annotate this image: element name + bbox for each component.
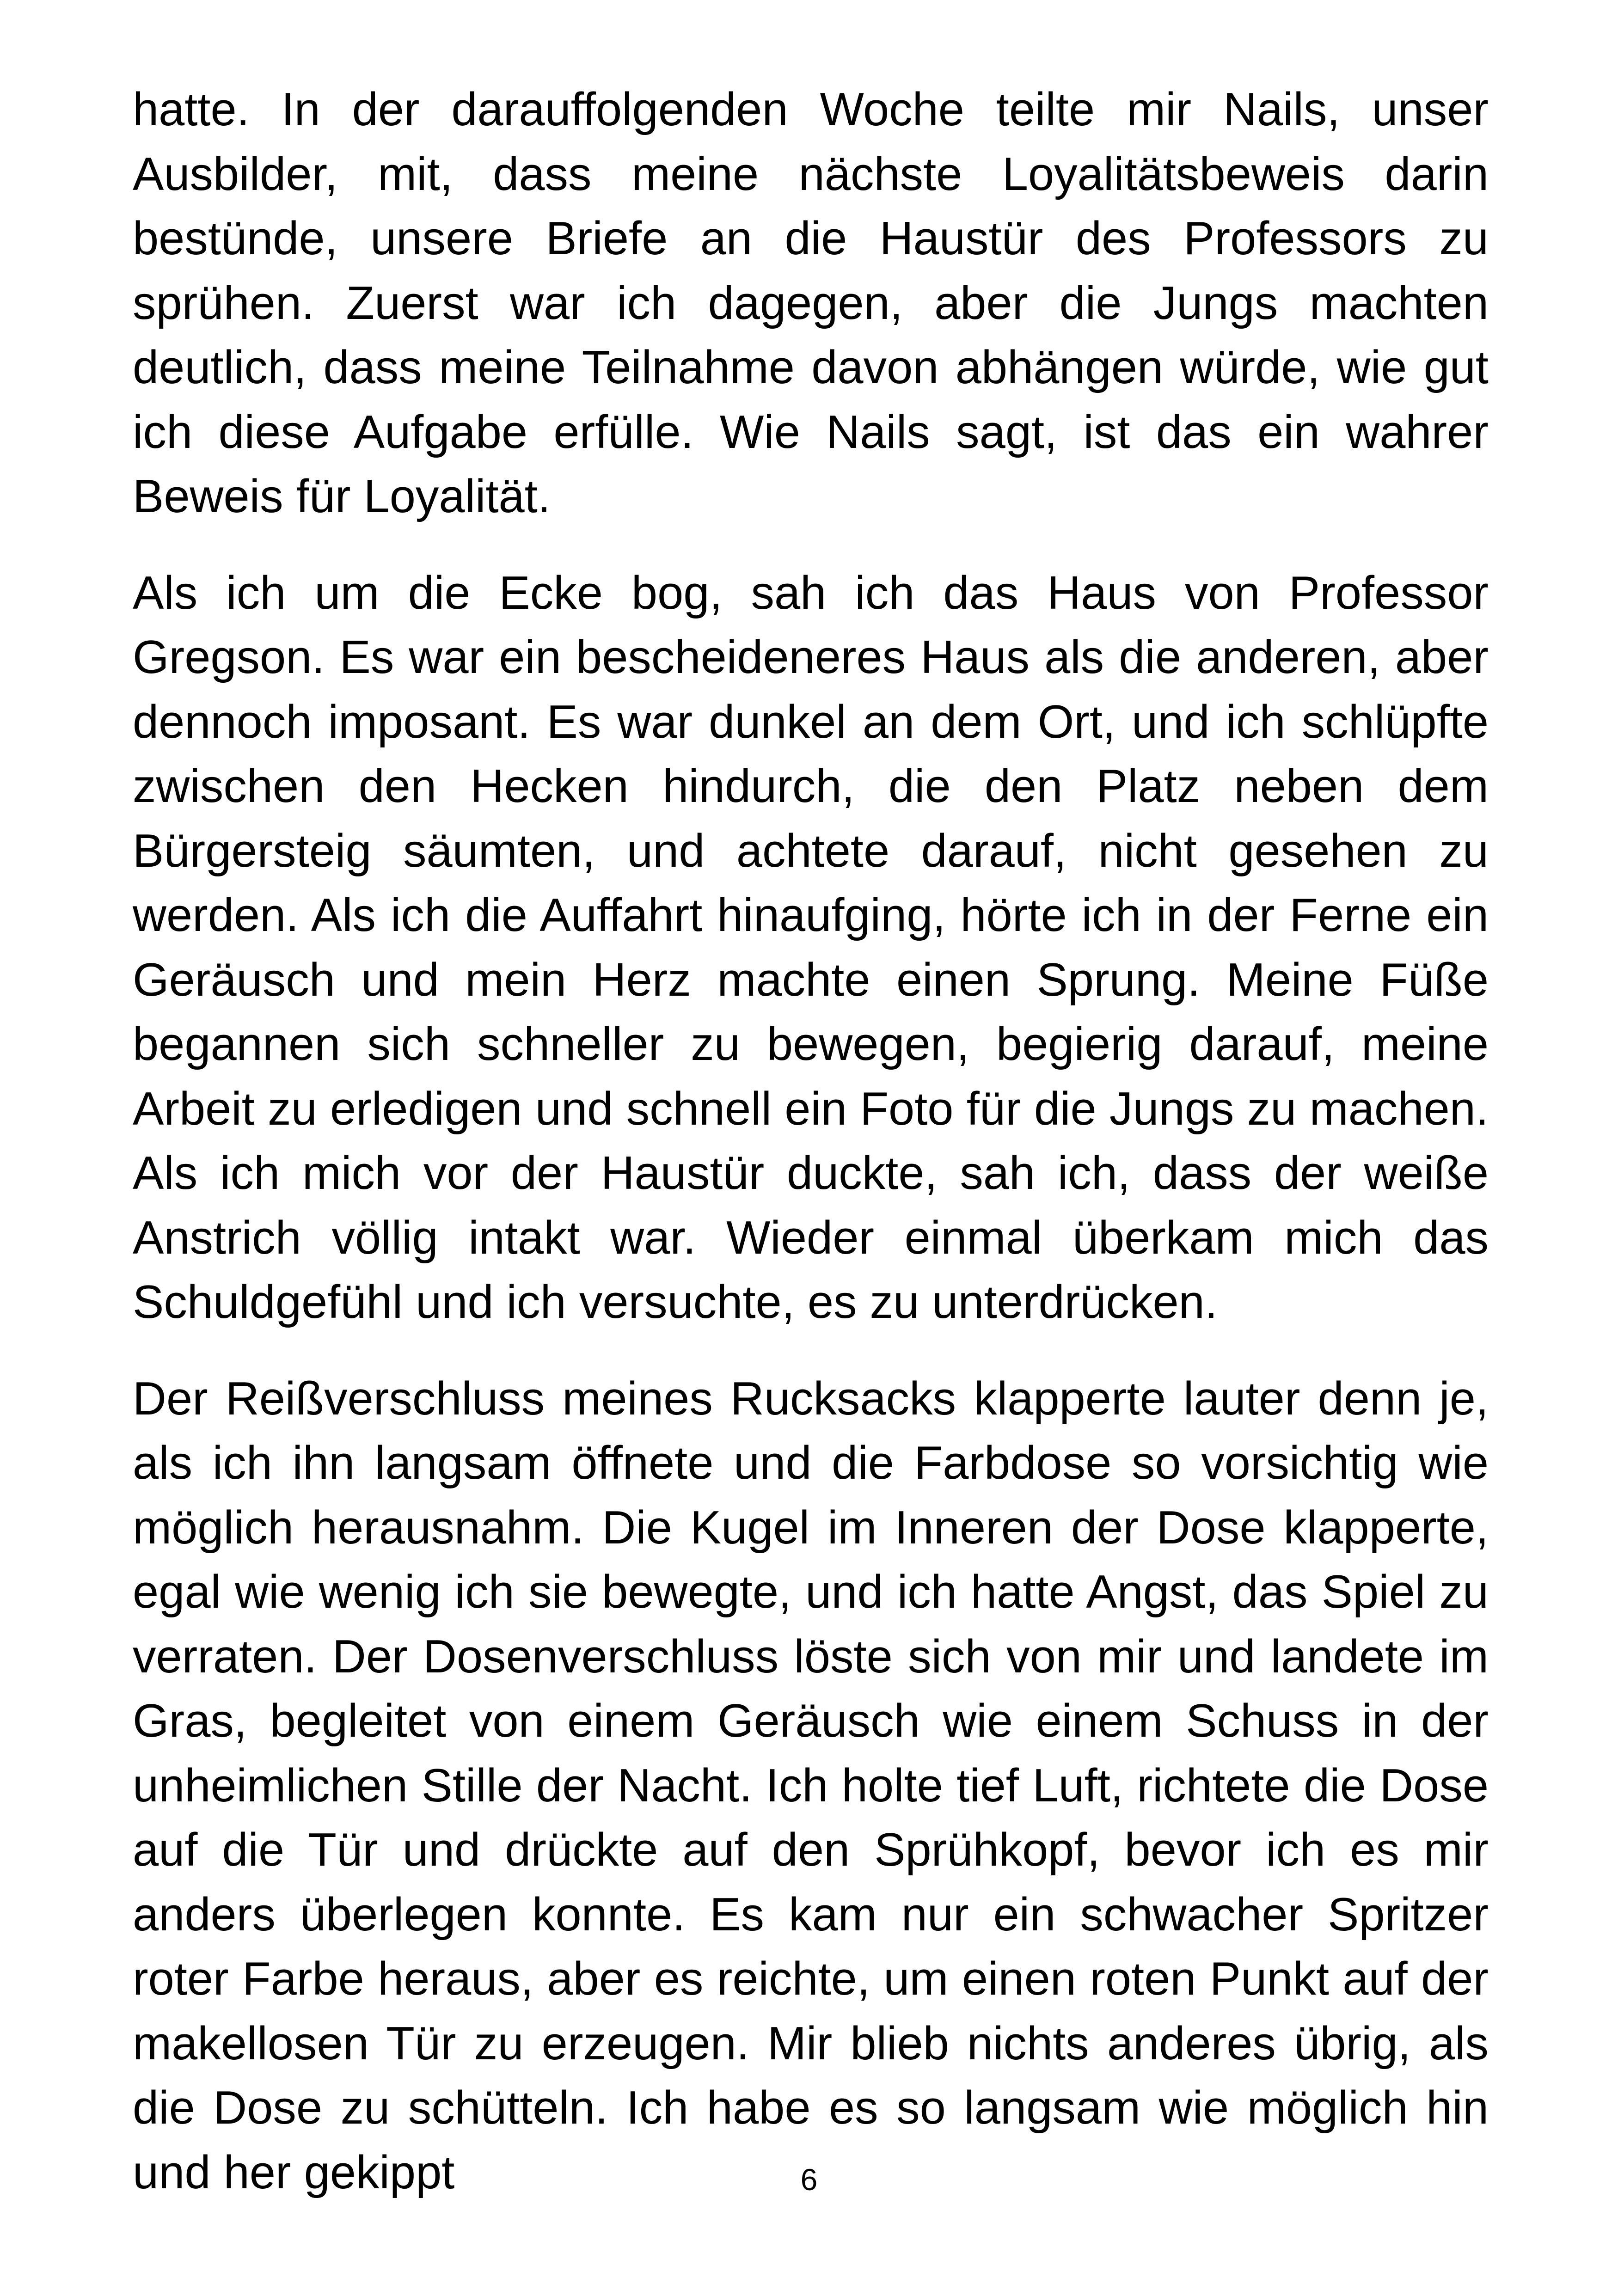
body-text	[133, 78, 1489, 2237]
paragraph: Der Reißverschluss meines Rucksacks klapperte lauter denn je, als ich ihn langsam öffnete und die Farbdose so vorsichtig wie möglich herausnahm. Die Kugel im Inneren der Dose klapperte, egal wie wenig ich sie bewegte, und ich hatte Angst, das Spiel zu verraten. Der Dosenverschluss löste sich von mir und landete im Gras, begleitet von einem Geräusch wie einem Schuss in der unheimlichen Stille der Nacht. Ich holte tief Luft, richtete die Dose auf die Tür und drückte auf den Sprühkopf, bevor ich es mir anders überlegen konnte. Es kam nur ein schwacher Spritzer roter Farbe heraus, aber es reichte, um einen roten Punkt auf der makellosen Tür zu erzeugen. Mir blieb nichts anderes übrig, als die Dose zu schütteln. Ich habe es so langsam wie möglich hin und her gekippt	[133, 1372, 1489, 2198]
page-number: 6	[800, 2162, 818, 2197]
paragraph: Als ich um die Ecke bog, sah ich das Haus von Professor Gregson. Es war ein bescheideneres Haus als die anderen, aber dennoch imposant. Es war dunkel an dem Ort, und ich schlüpfte zwischen den Hecken hindurch, die den Platz neben dem Bürgersteig säumten, und achtete darauf, nicht gesehen zu werden. Als ich die Auffahrt hinaufging, hörte ich in der Ferne ein Geräusch und mein Herz machte einen Sprung. Meine Füße begannen sich schneller zu bewegen, begierig darauf, meine Arbeit zu erledigen und schnell ein Foto für die Jungs zu machen. Als ich mich vor der Haustür duckte, sah ich, dass der weiße Anstrich völlig intakt war. Wieder einmal überkam mich das Schuldgefühl und ich versuchte, es zu unterdrücken.	[133, 567, 1489, 1328]
paragraph: hatte. In der darauffolgenden Woche teilte mir Nails, unser Ausbilder, mit, dass meine nächste Loyalitätsbeweis darin bestünde, unsere Briefe an die Haustür des Professors zu sprühen. Zuerst war ich dagegen, aber die Jungs machten deutlich, dass meine Teilnahme davon abhängen würde, wie gut ich diese Aufgabe erfülle. Wie Nails sagt, ist das ein wahrer Beweis für Loyalität.	[133, 84, 1489, 522]
